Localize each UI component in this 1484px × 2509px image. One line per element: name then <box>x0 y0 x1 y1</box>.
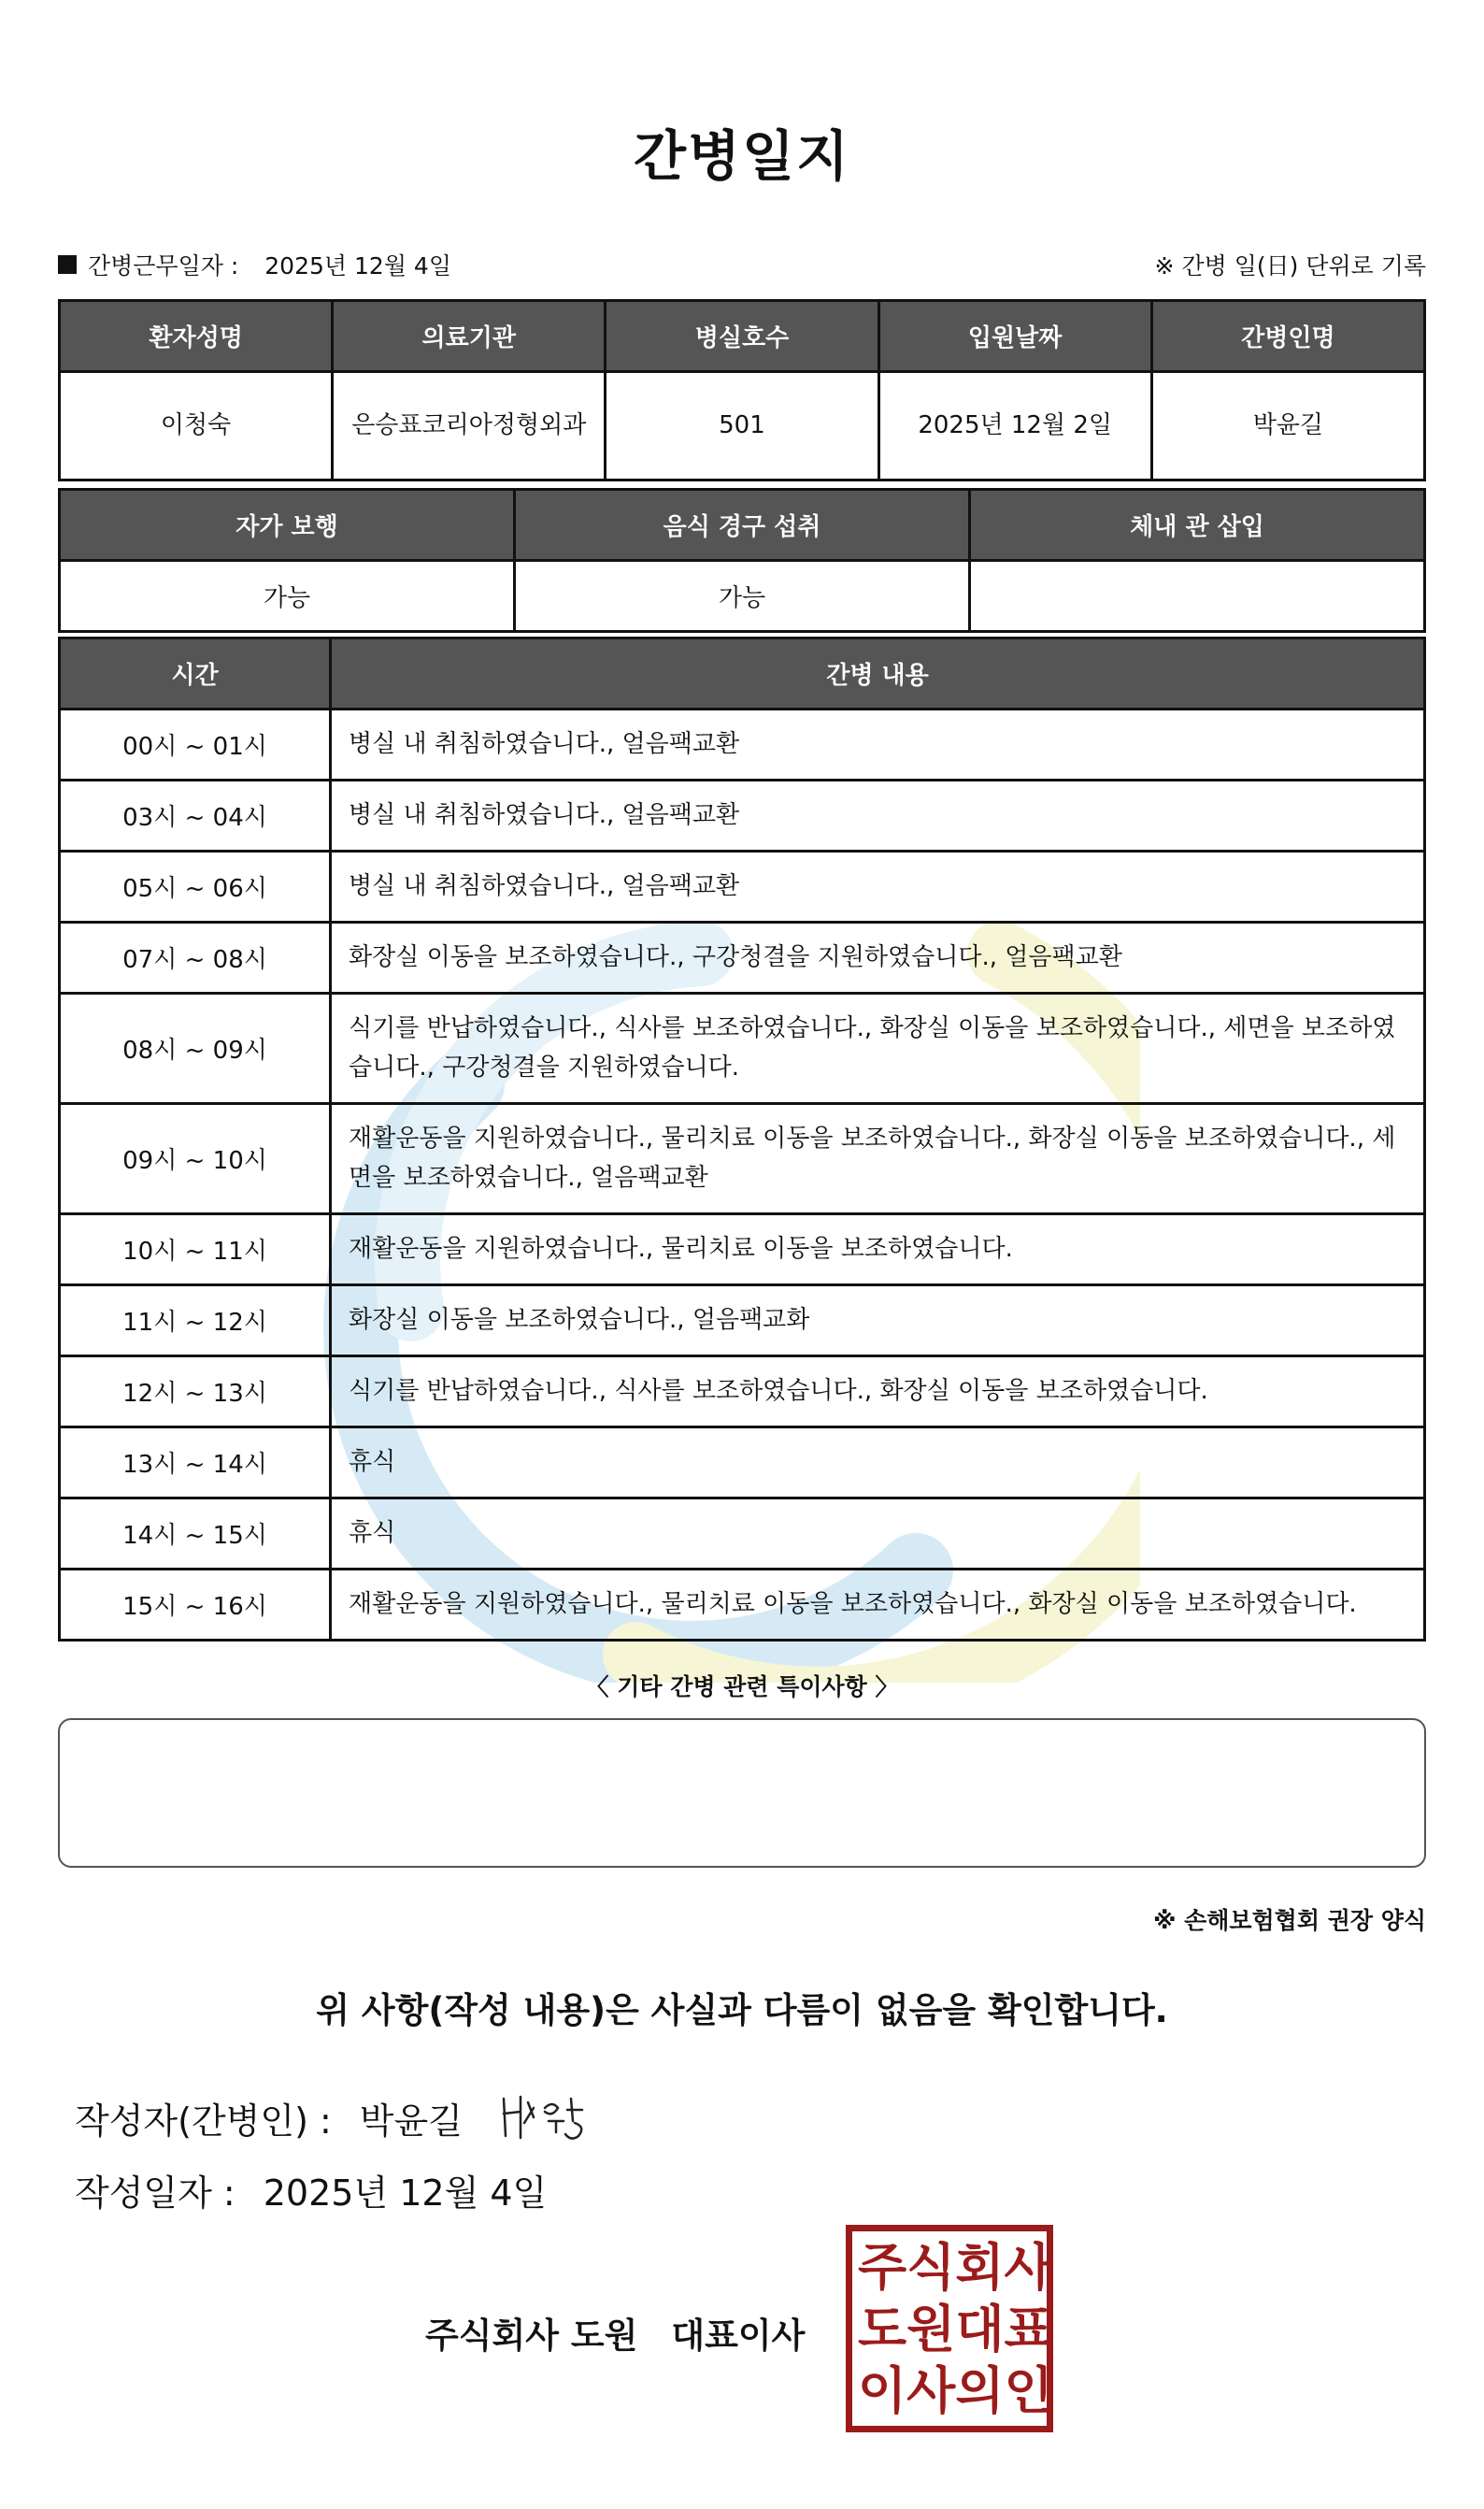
table-row <box>60 923 1425 994</box>
tube-insertion-value <box>970 561 1425 632</box>
log-content: 화장실 이동을 보조하였습니다., 구강청결을 지원하였습니다., 얼음팩교환 <box>331 923 1425 994</box>
patient-info-table <box>58 299 1426 481</box>
writer-line <box>75 2080 599 2155</box>
header-tube-insertion: 체내 관 삽입 <box>970 490 1425 561</box>
header-patient-name: 환자성명 <box>60 301 333 372</box>
log-content: 재활운동을 지원하였습니다., 물리치료 이동을 보조하였습니다. <box>331 1214 1425 1285</box>
header-time: 시간 <box>60 638 331 710</box>
table-row <box>60 781 1425 852</box>
log-time: 12시 ~ 13시 <box>60 1356 331 1427</box>
log-time: 08시 ~ 09시 <box>60 994 331 1104</box>
square-bullet-icon <box>58 255 77 274</box>
writer-label: 작성자(간병인) : <box>75 2100 332 2142</box>
patient-table-row <box>60 372 1425 480</box>
log-content: 재활운동을 지원하였습니다., 물리치료 이동을 보조하였습니다., 화장실 이동을 보조하였습니다., 세면을 보조하였습니다., 얼음팩교환 <box>331 1104 1425 1214</box>
header-room-number: 병실호수 <box>606 301 878 372</box>
log-time: 11시 ~ 12시 <box>60 1285 331 1356</box>
company-signature <box>425 2307 805 2358</box>
header-hospital: 의료기관 <box>333 301 606 372</box>
log-table-header <box>60 638 1425 710</box>
table-row <box>60 1104 1425 1214</box>
write-date-value: 2025년 12월 4일 <box>263 2172 548 2214</box>
log-time: 07시 ~ 08시 <box>60 923 331 994</box>
header-care-content: 간병 내용 <box>331 638 1425 710</box>
log-time: 10시 ~ 11시 <box>60 1214 331 1285</box>
remarks-title: 〈 기타 간병 관련 특이사항 〉 <box>585 1673 899 1700</box>
recommend-note: ※ 손해보험협회 권장 양식 <box>1153 1907 1426 1934</box>
log-content: 병실 내 취침하였습니다., 얼음팩교환 <box>331 781 1425 852</box>
table-row <box>60 1498 1425 1570</box>
handwritten-signature <box>496 2080 599 2155</box>
header-self-walking: 자가 보행 <box>60 490 515 561</box>
log-content: 식기를 반납하였습니다., 식사를 보조하였습니다., 화장실 이동을 보조하였습니다., 세면을 보조하였습니다., 구강청결을 지원하였습니다. <box>331 994 1425 1104</box>
log-time: 05시 ~ 06시 <box>60 852 331 923</box>
page-title: 간병일지 <box>633 124 851 188</box>
work-date-value: 2025년 12월 4일 <box>264 252 451 280</box>
table-row <box>60 994 1425 1104</box>
log-content: 휴식 <box>331 1498 1425 1570</box>
log-content: 병실 내 취침하였습니다., 얼음팩교환 <box>331 710 1425 781</box>
log-time: 13시 ~ 14시 <box>60 1427 331 1498</box>
representative-title: 대표이사 <box>671 2315 806 2356</box>
header-oral-intake: 음식 경구 섭취 <box>515 490 970 561</box>
log-time: 09시 ~ 10시 <box>60 1104 331 1214</box>
care-log-table <box>58 637 1426 1642</box>
info-row <box>58 248 1426 281</box>
write-date-line <box>75 2164 547 2215</box>
table-row <box>60 1570 1425 1641</box>
work-date-label: 간병근무일자 : <box>88 252 239 280</box>
patient-status-table <box>58 488 1426 633</box>
log-content: 식기를 반납하였습니다., 식사를 보조하였습니다., 화장실 이동을 보조하였습니다. <box>331 1356 1425 1427</box>
table-row <box>60 1285 1425 1356</box>
status-table-header <box>60 490 1425 561</box>
log-content: 휴식 <box>331 1427 1425 1498</box>
write-date-label: 작성일자 : <box>75 2172 235 2214</box>
status-table-row <box>60 561 1425 632</box>
writer-name: 박윤길 <box>359 2100 463 2142</box>
header-admission-date: 입원날짜 <box>878 301 1151 372</box>
table-row <box>60 852 1425 923</box>
log-time: 15시 ~ 16시 <box>60 1570 331 1641</box>
caregiver-name: 박윤길 <box>1151 372 1424 480</box>
log-content: 재활운동을 지원하였습니다., 물리치료 이동을 보조하였습니다., 화장실 이동을 보조하였습니다. <box>331 1570 1425 1641</box>
table-row <box>60 1427 1425 1498</box>
record-note: ※ 간병 일(日) 단위로 기록 <box>1154 252 1426 280</box>
log-time: 00시 ~ 01시 <box>60 710 331 781</box>
header-caregiver-name: 간병인명 <box>1151 301 1424 372</box>
log-content: 병실 내 취침하였습니다., 얼음팩교환 <box>331 852 1425 923</box>
table-row <box>60 710 1425 781</box>
confirm-statement: 위 사항(작성 내용)은 사실과 다름이 없음을 확인합니다. <box>316 1990 1168 2030</box>
log-time: 03시 ~ 04시 <box>60 781 331 852</box>
patient-name: 이청숙 <box>60 372 333 480</box>
hospital-name: 은승표코리아정형외과 <box>333 372 606 480</box>
remarks-box <box>58 1718 1426 1868</box>
self-walking-value: 가능 <box>60 561 515 632</box>
company-seal: 주 식 회 사 도 원 대 표 이 사 의 인 <box>846 2225 1053 2432</box>
work-date-info <box>58 248 451 281</box>
table-row <box>60 1356 1425 1427</box>
log-content: 화장실 이동을 보조하였습니다., 얼음팩교화 <box>331 1285 1425 1356</box>
room-number: 501 <box>606 372 878 480</box>
table-row <box>60 1214 1425 1285</box>
company-name: 주식회사 도원 <box>425 2315 638 2356</box>
log-time: 14시 ~ 15시 <box>60 1498 331 1570</box>
admission-date: 2025년 12월 2일 <box>878 372 1151 480</box>
patient-table-header <box>60 301 1425 372</box>
oral-intake-value: 가능 <box>515 561 970 632</box>
